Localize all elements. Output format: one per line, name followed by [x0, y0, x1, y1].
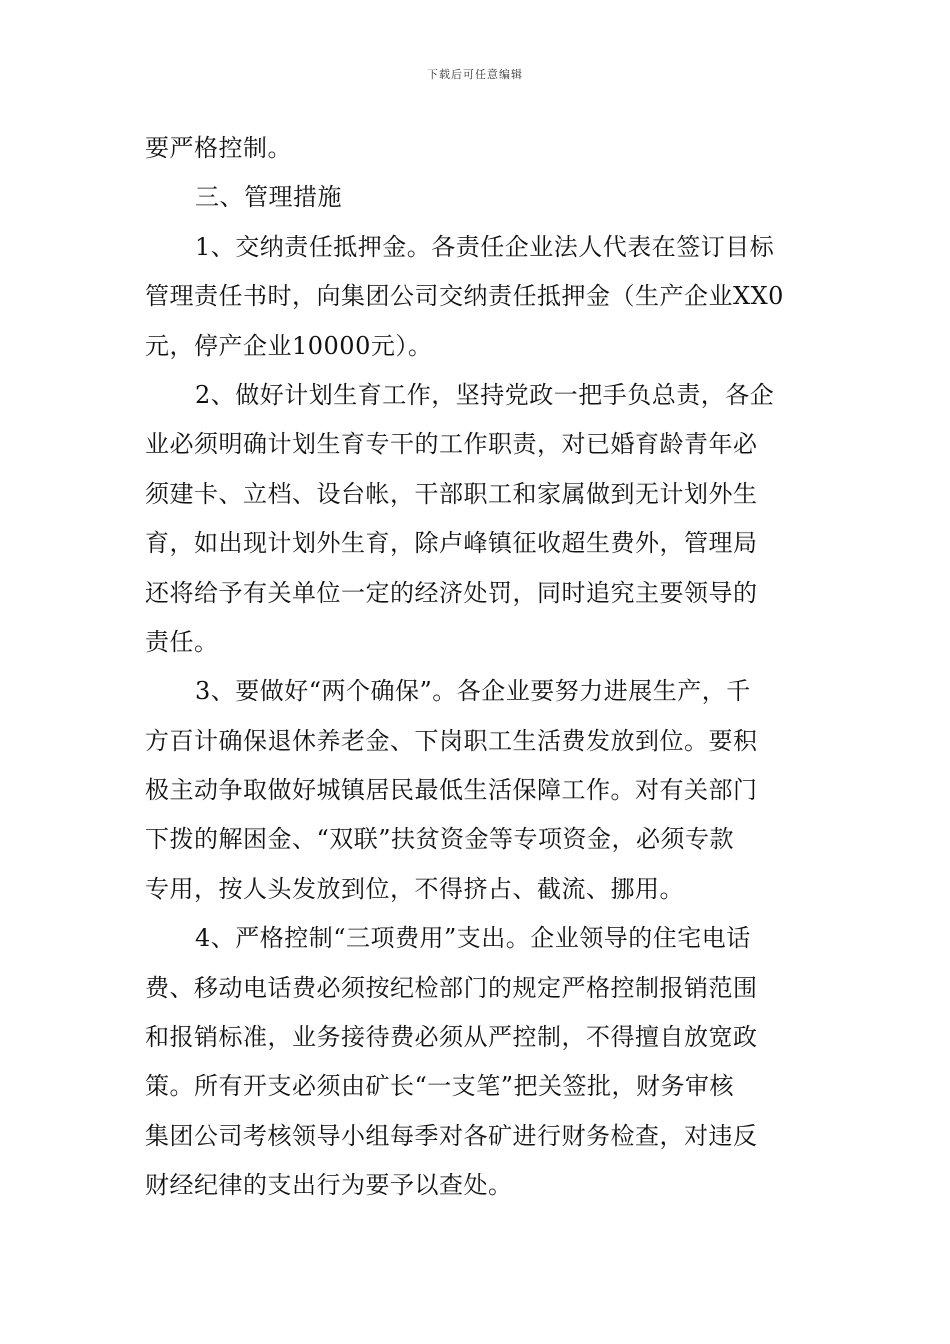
- text-line: 责任。: [145, 627, 219, 656]
- text-line: 业必须明确计划生育专干的工作职责，对已婚育龄青年必: [145, 430, 758, 459]
- text-line: 集团公司考核领导小组每季对各矿进行财务检查，对违反: [145, 1121, 758, 1150]
- text-line: 管理责任书时，向集团公司交纳责任抵押金（生产企业XX0: [145, 282, 784, 311]
- text-line: 还将给予有关单位一定的经济处罚，同时追究主要领导的: [145, 578, 758, 607]
- document-body: [145, 124, 811, 1211]
- header-note: 下载后可任意编辑: [427, 68, 523, 81]
- text-line: 3、要做好“两个确保”。各企业要努力进展生产，千: [195, 677, 751, 706]
- text-line: 2、做好计划生育工作，坚持党政一把手负总责，各企: [195, 380, 775, 409]
- section-heading: 三、管理措施: [195, 183, 342, 212]
- text-line: 要严格控制。: [145, 134, 292, 162]
- text-line: 财经纪律的支出行为要予以查处。: [145, 1171, 513, 1200]
- text-line: 4、严格控制“三项费用”支出。企业领导的住宅电话: [195, 924, 751, 953]
- text-line: 极主动争取做好城镇居民最低生活保障工作。对有关部门: [145, 776, 758, 805]
- text-line: 费、移动电话费必须按纪检部门的规定严格控制报销范围: [145, 973, 758, 1002]
- text-line: 和报销标准，业务接待费必须从严控制，不得擅自放宽政: [145, 1023, 758, 1052]
- text-line: 育，如出现计划外生育，除卢峰镇征收超生费外，管理局: [145, 529, 758, 558]
- text-line: 下拨的解困金、“双联”扶贫资金等专项资金，必须专款: [145, 825, 735, 854]
- text-line: 须建卡、立档、设台帐，干部职工和家属做到无计划外生: [145, 479, 758, 508]
- text-line: 1、交纳责任抵押金。各责任企业法人代表在签订目标: [195, 232, 775, 261]
- text-line: 专用，按人头发放到位，不得挤占、截流、挪用。: [145, 874, 684, 903]
- text-line: 策。所有开支必须由矿长“一支笔”把关签批，财务审核: [145, 1072, 735, 1101]
- text-line: 方百计确保退休养老金、下岗职工生活费发放到位。要积: [145, 726, 758, 755]
- text-line: 元，停产企业10000元）。: [145, 331, 433, 360]
